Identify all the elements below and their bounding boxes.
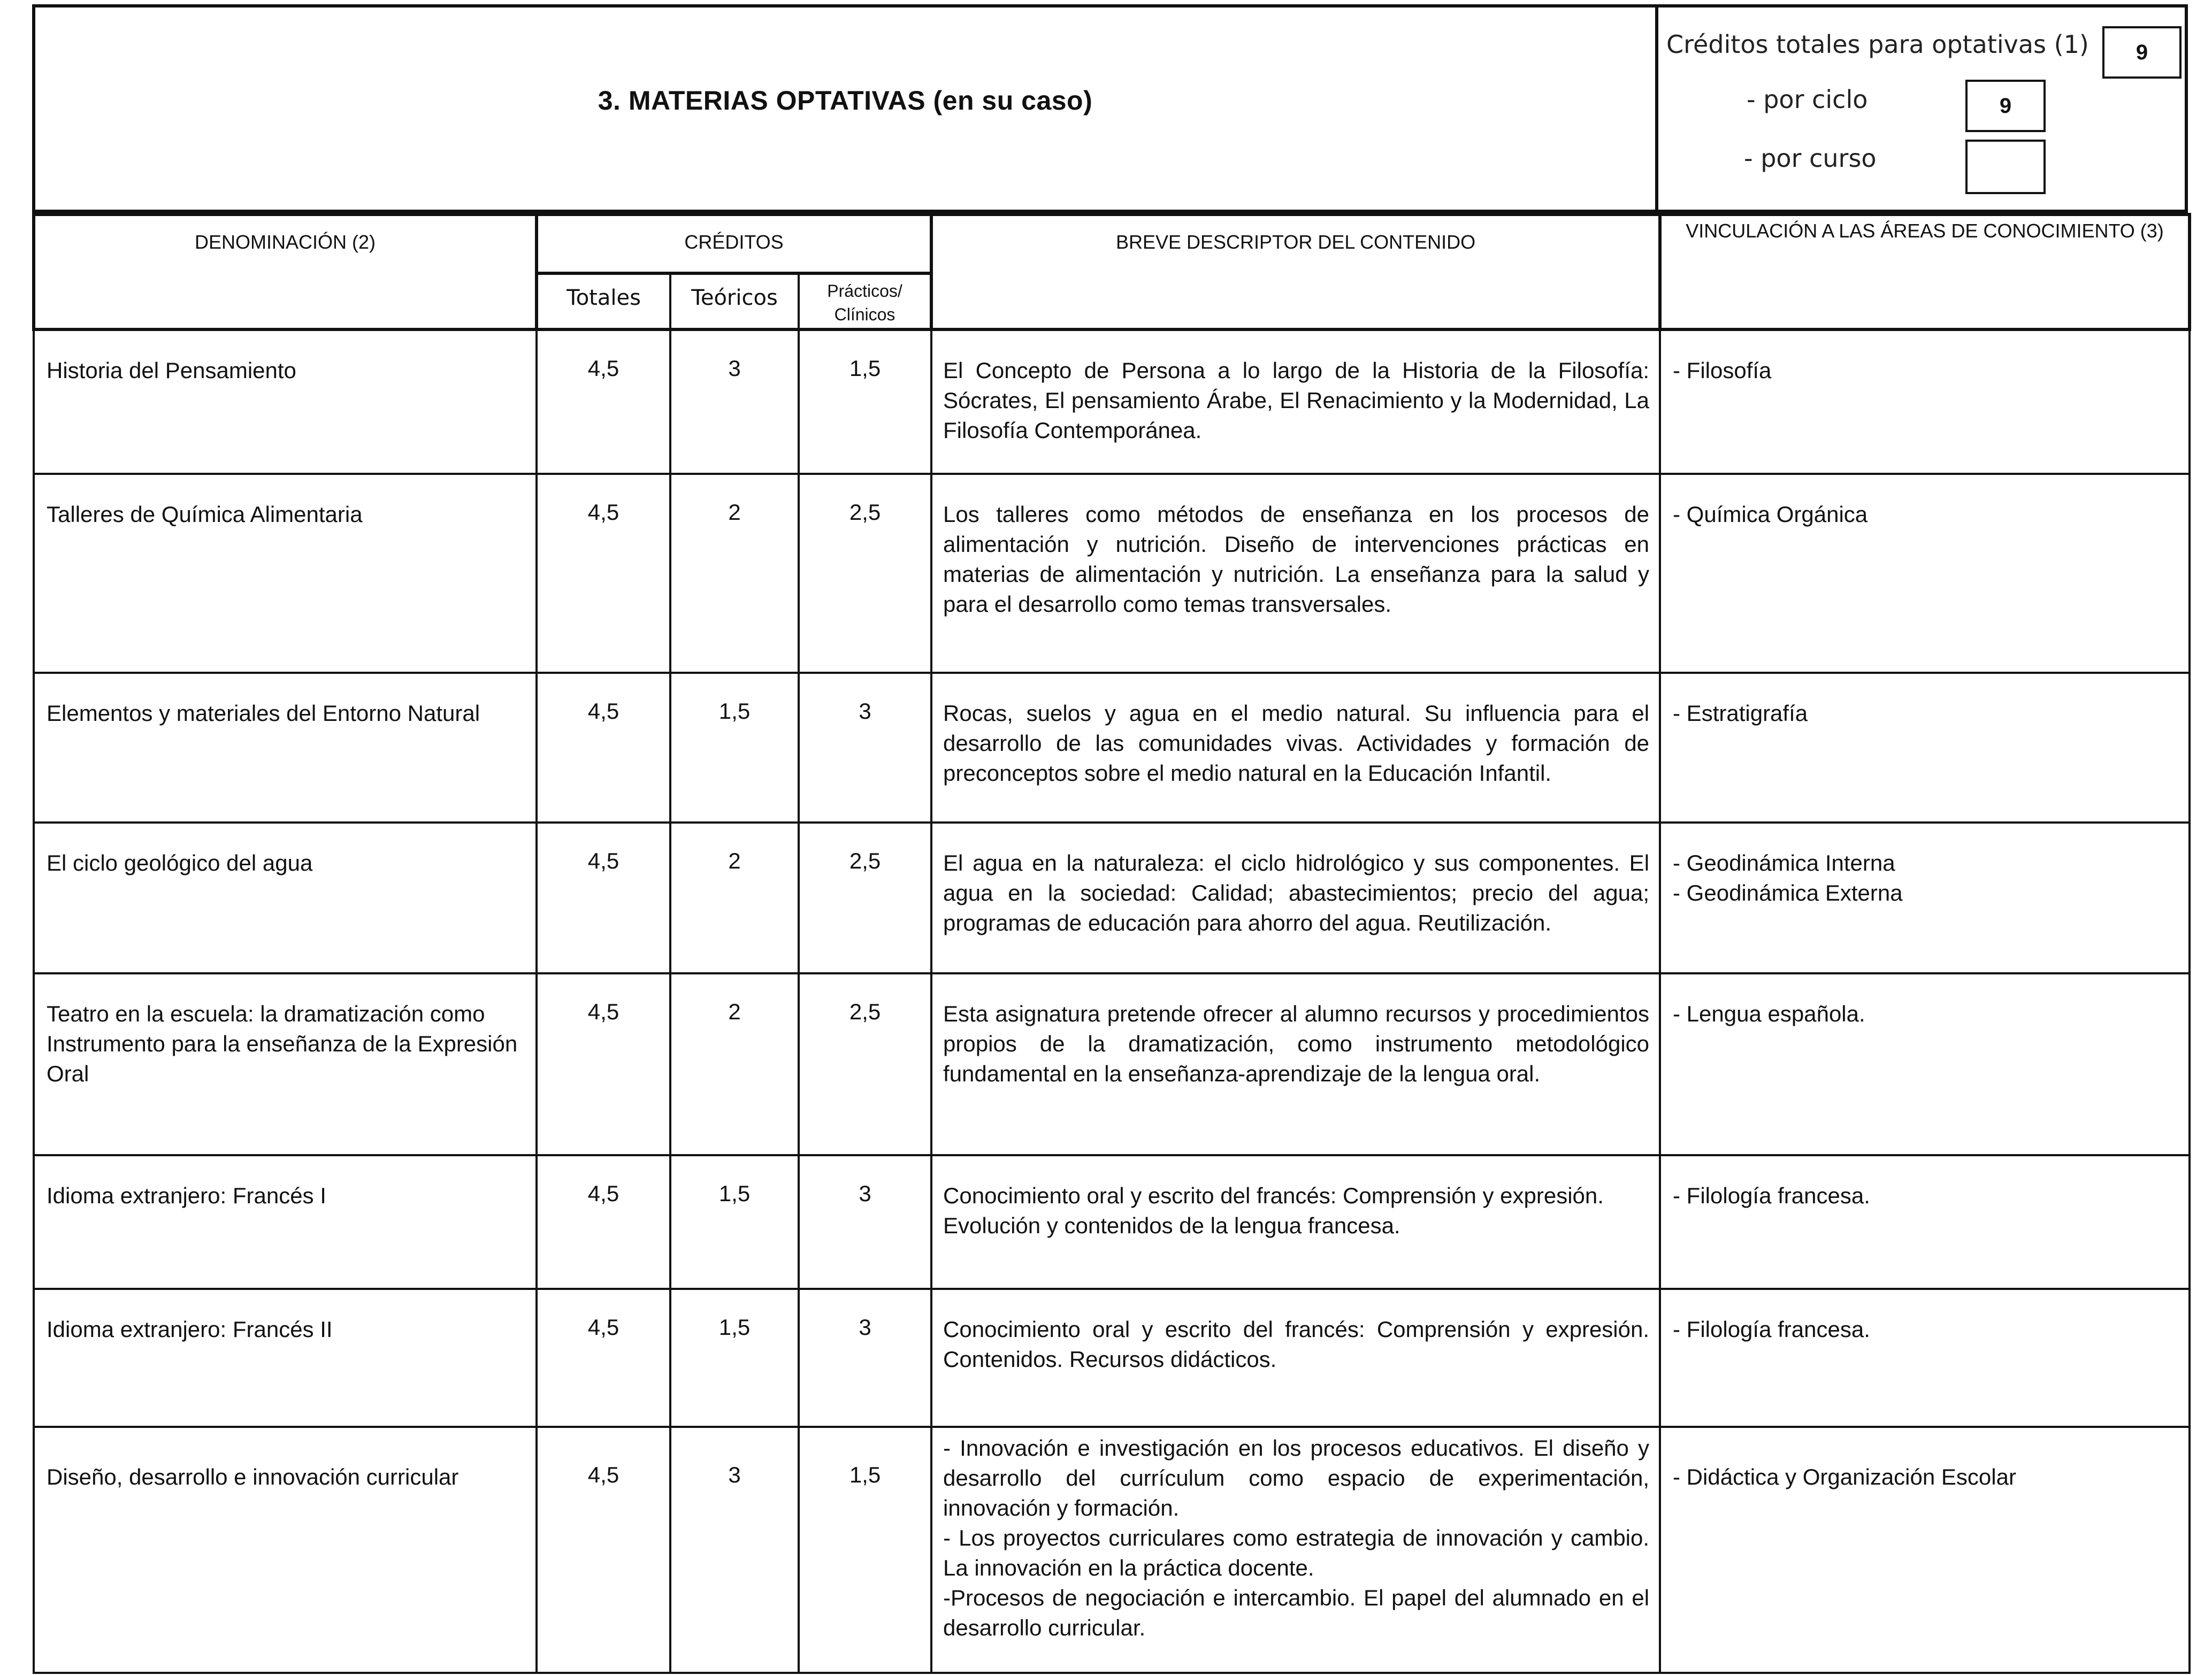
row-descriptor: Conocimiento oral y escrito del francés: Comprensión y expresión. Evolución y contenidos de la lengua francesa. xyxy=(931,1155,1660,1289)
header-denominacion: DENOMINACIÓN (2) xyxy=(34,214,537,329)
curso-value xyxy=(1965,140,2046,194)
credits-panel xyxy=(1658,4,2188,213)
row-name: El ciclo geológico del agua xyxy=(34,823,537,973)
page-frame xyxy=(32,4,2188,1671)
section-title: 3. MATERIAS OPTATIVAS (en su caso) xyxy=(598,86,1093,116)
row-descriptor: El agua en la naturaleza: el ciclo hidrológico y sus componentes. El agua en la sociedad: Calidad; abastecimientos; precio del agua; programas de educación para ahorro del agua. Reutilización. xyxy=(931,823,1660,973)
ciclo-label: - por ciclo xyxy=(1747,85,1868,114)
row-teoricos: 3 xyxy=(670,1427,799,1673)
row-area: - Filosofía xyxy=(1660,329,2190,474)
table-row xyxy=(34,1427,2190,1673)
row-practicos: 2,5 xyxy=(799,973,931,1155)
row-name: Elementos y materiales del Entorno Natural xyxy=(34,673,537,823)
row-totales: 4,5 xyxy=(537,1289,670,1427)
header-totales: Totales xyxy=(537,273,670,329)
row-practicos: 2,5 xyxy=(799,474,931,673)
row-descriptor: Rocas, suelos y agua en el medio natural. Su influencia para el desarrollo de las comunidades vivas. Actividades y formación de preconceptos sobre el medio natural en la Educación Infantil. xyxy=(931,673,1660,823)
row-practicos: 3 xyxy=(799,1155,931,1289)
row-name: Historia del Pensamiento xyxy=(34,329,537,474)
table-row xyxy=(34,474,2190,673)
row-descriptor: Los talleres como métodos de enseñanza en los procesos de alimentación y nutrición. Diseño de intervenciones prácticas en materias de alimentación y nutrición. La enseñanza para la salud y para el desarrollo como temas transversales. xyxy=(931,474,1660,673)
header-vinculacion: VINCULACIÓN A LAS ÁREAS DE CONOCIMIENTO (3) xyxy=(1660,214,2190,329)
row-practicos: 1,5 xyxy=(799,1427,931,1673)
row-practicos: 2,5 xyxy=(799,823,931,973)
row-teoricos: 3 xyxy=(670,329,799,474)
row-teoricos: 1,5 xyxy=(670,1155,799,1289)
table-row xyxy=(34,673,2190,823)
row-teoricos: 2 xyxy=(670,474,799,673)
row-area: - Filología francesa. xyxy=(1660,1289,2190,1427)
header-creditos: CRÉDITOS xyxy=(537,214,931,273)
optativas-table xyxy=(32,213,2191,1674)
row-area: - Estratigrafía xyxy=(1660,673,2190,823)
row-totales: 4,5 xyxy=(537,1427,670,1673)
row-descriptor: Conocimiento oral y escrito del francés: Comprensión y expresión. Contenidos. Recursos didácticos. xyxy=(931,1289,1660,1427)
row-area: - Química Orgánica xyxy=(1660,474,2190,673)
table-row xyxy=(34,1155,2190,1289)
row-name: Diseño, desarrollo e innovación curricular xyxy=(34,1427,537,1673)
row-teoricos: 2 xyxy=(670,823,799,973)
row-practicos: 3 xyxy=(799,1289,931,1427)
header-descriptor: BREVE DESCRIPTOR DEL CONTENIDO xyxy=(931,214,1660,329)
row-teoricos: 2 xyxy=(670,973,799,1155)
table-row xyxy=(34,973,2190,1155)
total-credits-value: 9 xyxy=(2102,26,2182,79)
row-area: - Didáctica y Organización Escolar xyxy=(1660,1427,2190,1673)
row-area: - Filología francesa. xyxy=(1660,1155,2190,1289)
table-row xyxy=(34,329,2190,474)
table-row xyxy=(34,1289,2190,1427)
header-teoricos: Teóricos xyxy=(670,273,799,329)
row-name: Idioma extranjero: Francés II xyxy=(34,1289,537,1427)
ciclo-value: 9 xyxy=(1965,80,2046,132)
row-practicos: 3 xyxy=(799,673,931,823)
total-credits-label: Créditos totales para optativas (1) xyxy=(1666,30,2089,59)
header-practicos: Prácticos/ Clínicos xyxy=(799,273,931,329)
row-totales: 4,5 xyxy=(537,329,670,474)
row-practicos: 1,5 xyxy=(799,329,931,474)
row-descriptor: El Concepto de Persona a lo largo de la Historia de la Filosofía: Sócrates, El pensamiento Árabe, El Renacimiento y la Modernidad, La Filosofía Contemporánea. xyxy=(931,329,1660,474)
row-totales: 4,5 xyxy=(537,1155,670,1289)
row-teoricos: 1,5 xyxy=(670,673,799,823)
row-totales: 4,5 xyxy=(537,823,670,973)
row-descriptor: - Innovación e investigación en los procesos educativos. El diseño y desarrollo del currículum como espacio de experimentación, innovación y formación. - Los proyectos curriculares como estrategia de innovación y cambio. La innovación en la práctica docente. -Procesos de negociación e intercambio. El papel del alumnado en el desarrollo curricular. xyxy=(931,1427,1660,1673)
section-title-box xyxy=(32,4,1658,213)
row-totales: 4,5 xyxy=(537,474,670,673)
row-area: - Geodinámica Interna - Geodinámica Externa xyxy=(1660,823,2190,973)
table-row xyxy=(34,823,2190,973)
header-row-1 xyxy=(34,214,2190,273)
row-descriptor: Esta asignatura pretende ofrecer al alumno recursos y procedimientos propios de la dramatización, como instrumento metodológico fundamental en la enseñanza-aprendizaje de la lengua oral. xyxy=(931,973,1660,1155)
row-teoricos: 1,5 xyxy=(670,1289,799,1427)
curso-label: - por curso xyxy=(1744,144,1877,173)
row-name: Talleres de Química Alimentaria xyxy=(34,474,537,673)
row-area: - Lengua española. xyxy=(1660,973,2190,1155)
row-name: Idioma extranjero: Francés I xyxy=(34,1155,537,1289)
row-totales: 4,5 xyxy=(537,673,670,823)
row-name: Teatro en la escuela: la dramatización como Instrumento para la enseñanza de la Expresión Oral xyxy=(34,973,537,1155)
row-totales: 4,5 xyxy=(537,973,670,1155)
